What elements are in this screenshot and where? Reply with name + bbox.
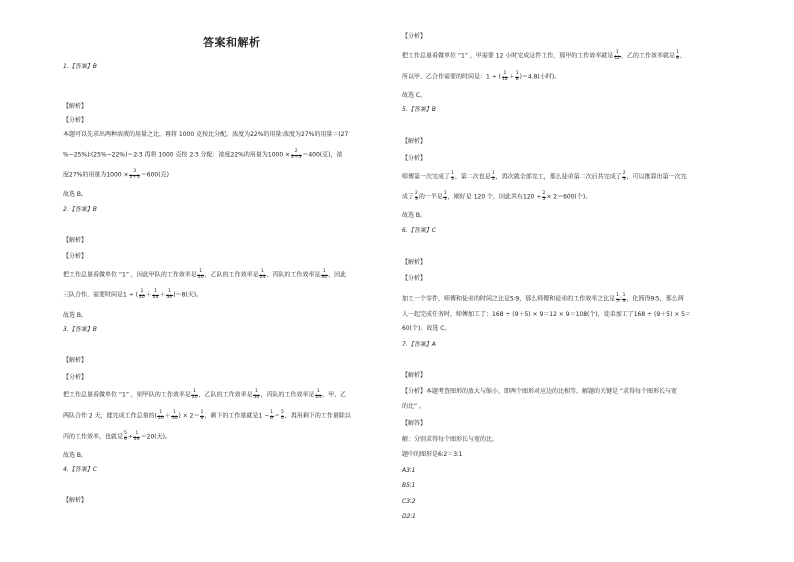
- numerator: 1: [451, 171, 454, 176]
- text: )＝4.8(小时)。: [519, 73, 561, 81]
- q1-line-3-a: 度27%的用量为1000 ×: [63, 171, 129, 179]
- numerator: 1: [159, 410, 163, 415]
- text: 所以甲、乙合作需要的时间是：1 ÷ (: [402, 73, 502, 81]
- fraction: [502, 72, 509, 82]
- denominator: 9: [622, 298, 626, 304]
- text: ，因此: [328, 271, 347, 279]
- denominator: 20: [191, 394, 198, 400]
- fraction: [191, 390, 198, 400]
- q1-line-1: 本题可以先求出两种溶液的用量之比，再将 1000 克按比分配。浓度为22%的用量∶浓度为27%的用量＝(27: [63, 131, 349, 138]
- numerator: 1: [200, 410, 204, 415]
- fraction: [129, 170, 140, 180]
- numerator: 1: [270, 410, 273, 415]
- numerator: 1: [622, 293, 626, 298]
- q3-line-1: [63, 390, 346, 400]
- q7-jieda-label: 【解答】: [402, 420, 427, 427]
- q7-line-1: 【分析】本题考查图形的放大与缩小，即两个图形对应边的比相等，解题的关键是 “求得每个图形长与宽: [402, 388, 678, 395]
- fraction: [415, 192, 419, 202]
- text: ，乙的工作效率就是: [621, 52, 676, 60]
- text: ＋: [164, 412, 171, 420]
- numerator: 1: [255, 389, 258, 394]
- text: ＋: [145, 291, 152, 299]
- numerator: 2: [415, 191, 418, 196]
- denominator: 3: [443, 196, 447, 202]
- text: 丙的工作效率，也就是: [63, 433, 124, 441]
- q4-jiexi-label: 【解析】: [63, 497, 88, 504]
- q6-answer: 6.【答案】C: [402, 227, 436, 234]
- fraction: [270, 411, 274, 421]
- q2-answer: 2.【答案】B: [63, 206, 97, 213]
- numerator: 1: [443, 191, 447, 196]
- q7-line-2: 的比” 。: [402, 403, 426, 410]
- q7-option-c: C3∶2: [402, 498, 416, 505]
- fraction: [315, 390, 322, 400]
- numerator: 1: [135, 431, 139, 436]
- denominator: 6: [200, 415, 204, 421]
- numerator: 1: [616, 293, 620, 298]
- q3-conclusion: 故选 B。: [63, 452, 88, 459]
- q6-line-3: 60(个)。故选 C。: [402, 325, 451, 332]
- numerator: 1: [193, 389, 197, 394]
- denominator: 3: [451, 176, 454, 182]
- text: ，再次就全部完工，那么徒弟第二次后共完成了: [495, 173, 622, 181]
- text: ，乙队的工作效率是: [204, 271, 259, 279]
- q3-jiexi-label: 【解析】: [63, 357, 88, 364]
- q6-line-1: [402, 294, 684, 304]
- text: )＝8(天)。: [173, 291, 203, 299]
- fraction: [515, 72, 519, 82]
- text: ，剩下的工作量就是1 −: [204, 412, 270, 420]
- text: ，乙队的工作效率是: [198, 391, 253, 399]
- q1-line-3-b: ＝600(克): [140, 171, 169, 179]
- q1-line-3: [63, 170, 169, 180]
- fraction: [676, 51, 680, 61]
- text: ) × 2＝: [178, 412, 200, 420]
- denominator: 24: [133, 436, 140, 442]
- text: 成了: [402, 193, 415, 201]
- fraction: [622, 172, 626, 182]
- text: 两队合作 2 天，能完成工作总量的(: [63, 412, 157, 420]
- q1-jiexi-label: 【解析】: [63, 103, 88, 110]
- denominator: 30: [321, 274, 328, 280]
- q1-answer: 1.【答案】B: [63, 63, 97, 70]
- q1-fenxi-label: 【分析】: [63, 117, 88, 124]
- q6-line-2: 人一起完成任务时，师傅加工了：168 ÷ (9＋5) × 9＝12 × 9＝108(个)，徒弟加工了168 ÷ (9＋5) × 5＝: [402, 311, 691, 318]
- q6-jiexi-label: 【解析】: [402, 259, 427, 266]
- text: ＋: [508, 73, 515, 81]
- denominator: 8: [676, 55, 679, 61]
- numerator: 1: [154, 289, 158, 294]
- denominator: 5: [616, 298, 620, 304]
- fraction: [197, 270, 204, 280]
- denominator: 8: [515, 76, 519, 82]
- denominator: 24: [315, 394, 322, 400]
- denominator: 24: [152, 294, 159, 300]
- q4-conclusion: 故选 C。: [402, 92, 427, 99]
- text: ，再用剩下的工作量除以: [284, 412, 351, 420]
- text: ，丙队的工作效率是: [266, 271, 321, 279]
- text: 把工作总量看做单位 “1” ，甲需要 12 小时完成这件工作，那甲的工作效率就是: [402, 52, 614, 60]
- q4-answer: 4.【答案】C: [63, 466, 97, 473]
- text: ＋: [159, 291, 166, 299]
- numerator: 2: [622, 171, 626, 176]
- q7-line-4: 题中的图形是6∶2＝3∶1: [402, 451, 463, 458]
- numerator: 1: [167, 289, 171, 294]
- numerator: 1: [199, 269, 203, 274]
- text: 三队合作，需要时间是1 ÷ (: [63, 291, 139, 299]
- numerator: 3: [129, 170, 140, 176]
- q7-option-a: A3∶1: [402, 467, 416, 474]
- fraction: [622, 294, 626, 304]
- q1-line-2-a: %−25%)∶(25%−22%)＝2∶3 再将 1000 克按 2∶3 分配：浓度22%的用量为1000 ×: [63, 151, 291, 159]
- denominator: 5: [542, 196, 546, 202]
- q3-fenxi-label: 【分析】: [63, 374, 88, 381]
- fraction: [171, 411, 178, 421]
- text: 加工一个零件，师傅和徒弟的时间之比是5∶9，那么师傅和徒弟的工作效率之比是: [402, 295, 616, 303]
- q5-line-1: [402, 172, 687, 182]
- denominator: 3: [491, 176, 495, 182]
- text: ，甲、乙: [322, 391, 347, 399]
- fraction: [259, 270, 266, 280]
- q3-line-2: [63, 411, 351, 421]
- q4-line-2: [402, 72, 560, 82]
- q7-option-d: D2∶1: [402, 513, 416, 520]
- numerator: 5: [281, 410, 284, 415]
- q2-line-2: [63, 290, 202, 300]
- denominator: 30: [166, 294, 173, 300]
- fraction: [451, 172, 455, 182]
- fraction: [166, 290, 173, 300]
- text: ∶: [620, 295, 622, 303]
- q7-jiexi-label: 【解析】: [402, 372, 427, 379]
- denominator: 20: [157, 415, 164, 421]
- numerator: 1: [316, 389, 320, 394]
- fraction: [157, 411, 164, 421]
- fraction: [124, 432, 128, 442]
- denominator: 30: [253, 394, 260, 400]
- fraction: [291, 150, 302, 160]
- text: ÷: [127, 433, 133, 441]
- q7-option-b: B5∶1: [402, 482, 416, 489]
- fraction: [253, 390, 260, 400]
- numerator: 1: [491, 171, 495, 176]
- fraction: [443, 192, 447, 202]
- text: 的一半是: [418, 193, 443, 201]
- denominator: 3: [622, 176, 626, 182]
- text: 把工作总量看做单位 “1” ，因此甲队的工作效率是: [63, 271, 197, 279]
- denominator: 20: [197, 274, 204, 280]
- denominator: 2＋3: [129, 174, 140, 180]
- fraction: [281, 411, 285, 421]
- text: 师傅第一次完成了: [402, 173, 451, 181]
- fraction: [139, 290, 146, 300]
- fraction: [321, 270, 328, 280]
- q3-line-3: [63, 432, 171, 442]
- q1-line-2-b: ＝400(克)，浓: [302, 151, 343, 159]
- text: 把工作总量看做单位 “1” ，则甲队的工作效率是: [63, 391, 191, 399]
- q2-conclusion: 故选 B。: [63, 312, 88, 319]
- text: ＝20(天)。: [140, 433, 171, 441]
- denominator: 24: [259, 274, 266, 280]
- q7-line-3: 解：分别求得每个图形长与宽的比，: [402, 436, 499, 443]
- q2-line-1: [63, 270, 346, 280]
- numerator: 2: [542, 191, 546, 196]
- numerator: 1: [676, 50, 679, 55]
- numerator: 2: [291, 150, 302, 156]
- denominator: 30: [171, 415, 178, 421]
- fraction: [616, 294, 620, 304]
- text: × 2＝600(个)。: [546, 193, 592, 201]
- q1-conclusion: 故选 B。: [63, 191, 88, 198]
- numerator: 1: [261, 269, 264, 274]
- text: ＝: [274, 412, 281, 420]
- page-title: 答案和解析: [203, 36, 261, 49]
- numerator: 1: [322, 269, 326, 274]
- q5-line-2: [402, 192, 591, 202]
- fraction: [152, 290, 159, 300]
- denominator: 6: [270, 415, 273, 421]
- q7-answer: 7.【答案】A: [402, 341, 436, 348]
- numerator: 1: [140, 289, 144, 294]
- text: ，: [679, 52, 686, 60]
- q2-fenxi-label: 【分析】: [63, 253, 88, 260]
- q3-answer: 3.【答案】B: [63, 326, 97, 333]
- q5-answer: 5.【答案】B: [402, 106, 436, 113]
- q2-jiexi-label: 【解析】: [63, 237, 88, 244]
- numerator: 1: [615, 50, 619, 55]
- denominator: 6: [281, 415, 284, 421]
- numerator: 1: [503, 71, 507, 76]
- text: ，可以推算出第一次完: [626, 173, 687, 181]
- denominator: 2＋3: [291, 154, 302, 160]
- q6-fenxi-label: 【分析】: [402, 275, 427, 282]
- denominator: 3: [415, 196, 418, 202]
- q5-jiexi-label: 【解析】: [402, 138, 427, 145]
- q5-conclusion: 故选 B。: [402, 212, 427, 219]
- numerator: 1: [173, 410, 177, 415]
- text: ，化简得9∶5，那么两: [626, 295, 684, 303]
- numerator: 5: [124, 431, 127, 436]
- fraction: [491, 172, 495, 182]
- q4-fenxi-label: 【分析】: [402, 33, 427, 40]
- denominator: 12: [502, 76, 508, 82]
- text: ，丙队的工作效率是: [260, 391, 315, 399]
- q5-fenxi-label: 【分析】: [402, 155, 427, 162]
- denominator: 20: [139, 294, 145, 300]
- text: ，第二次也是: [454, 173, 491, 181]
- text: ，刚好是 120 个，因此共有120 ÷: [447, 193, 542, 201]
- numerator: 1: [515, 71, 519, 76]
- denominator: 6: [124, 436, 127, 442]
- q1-line-2: [63, 150, 342, 160]
- denominator: 12: [614, 55, 621, 61]
- fraction: [614, 51, 621, 61]
- q4-line-1: [402, 51, 686, 61]
- fraction: [133, 432, 140, 442]
